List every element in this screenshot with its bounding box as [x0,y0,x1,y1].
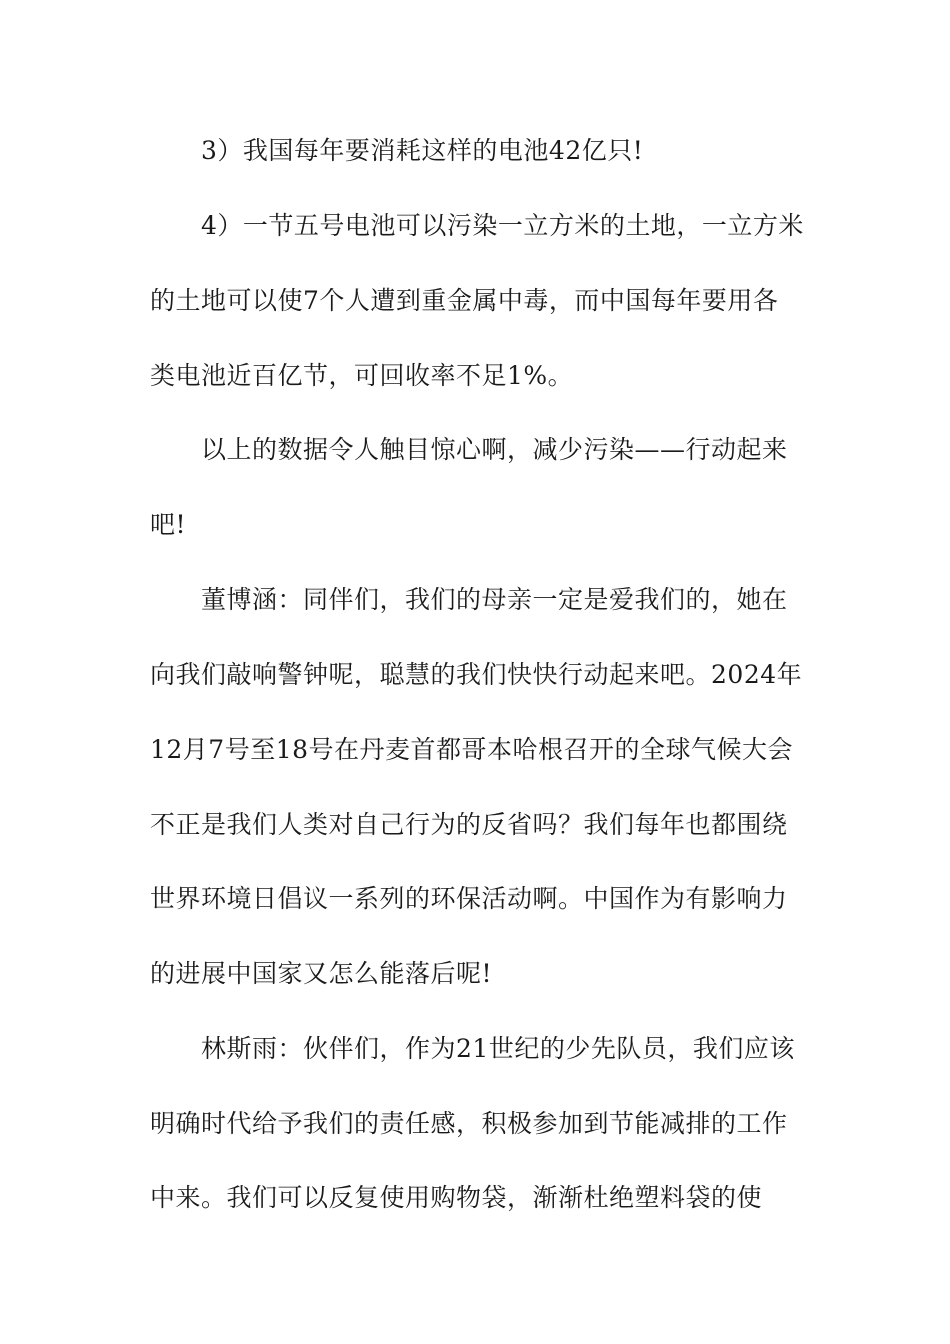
text-line: 明确时代给予我们的责任感，积极参加到节能减排的工作 [150,1109,788,1138]
text-line: 不正是我们人类对自己行为的反省吗？我们每年也都围绕 [150,810,788,839]
text-line: 类电池近百亿节，可回收率不足1%。 [150,361,574,390]
text-line: 以上的数据令人触目惊心啊，减少污染——行动起来 [201,435,788,464]
text-line: 的进展中国家又怎么能落后呢! [150,959,493,988]
text-line: 4）一节五号电池可以污染一立方米的土地，一立方米 [201,211,804,240]
text-line: 12月7号至18号在丹麦首都哥本哈根召开的全球气候大会 [150,735,794,764]
text-line: 的土地可以使7个人遭到重金属中毒，而中国每年要用各 [150,286,779,315]
text-line: 吧! [150,510,187,539]
text-line: 世界环境日倡议一系列的环保活动啊。中国作为有影响力 [150,884,788,913]
text-line: 董博涵：同伴们，我们的母亲一定是爱我们的，她在 [201,585,788,614]
text-line: 3）我国每年要消耗这样的电池42亿只! [201,136,644,165]
text-line: 向我们敲响警钟呢，聪慧的我们快快行动起来吧。2024年 [150,660,803,689]
text-line: 林斯雨：伙伴们，作为21世纪的少先队员，我们应该 [201,1034,795,1063]
text-line: 中来。我们可以反复使用购物袋，渐渐杜绝塑料袋的使 [150,1183,763,1212]
